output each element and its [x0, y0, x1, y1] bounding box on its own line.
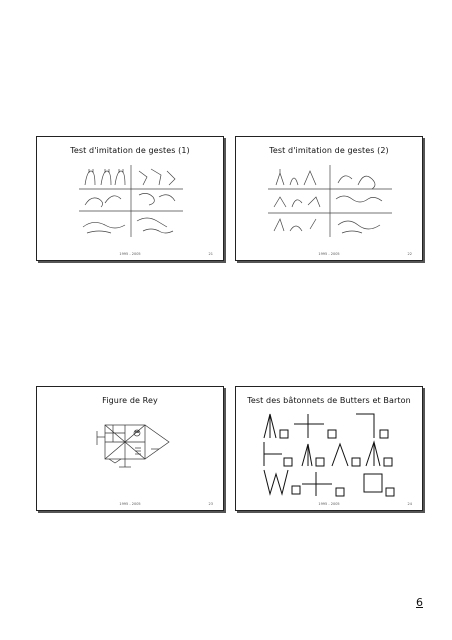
gesture-drawings-illustration [268, 165, 392, 237]
rey-complex-figure [95, 415, 173, 471]
slide-footer-date: 1995 - 2005 [119, 502, 141, 506]
slide-4 [235, 386, 423, 511]
slide-title: Test d'imitation de gestes (1) [70, 146, 190, 155]
slide-number: 23 [208, 502, 213, 506]
slide-title: Test d'imitation de gestes (2) [269, 146, 389, 155]
gesture-drawings-illustration [79, 165, 183, 237]
slide-number: 22 [407, 252, 412, 256]
page-number: 6 [416, 596, 423, 609]
slide-footer-date: 1995 - 2005 [318, 252, 340, 256]
slide-2 [235, 136, 423, 261]
slide-footer-date: 1995 - 2005 [318, 502, 340, 506]
slide-number: 21 [208, 252, 213, 256]
slide-title: Figure de Rey [102, 396, 158, 405]
slide-footer-date: 1995 - 2005 [119, 252, 141, 256]
slide-title: Test des bâtonnets de Butters et Barton [247, 396, 411, 405]
slide-3 [36, 386, 224, 511]
slide-number: 24 [407, 502, 412, 506]
butters-barton-stick-figures [260, 412, 400, 498]
slide-1 [36, 136, 224, 261]
